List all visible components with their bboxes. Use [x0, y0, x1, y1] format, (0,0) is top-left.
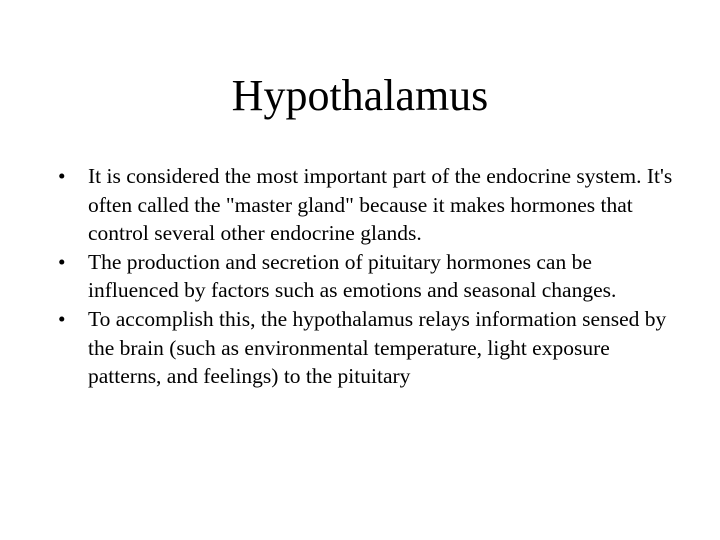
bullet-list: [58, 162, 678, 391]
bullet-marker: •: [58, 249, 66, 274]
bullet-item: [58, 162, 678, 248]
bullet-marker: •: [58, 306, 66, 331]
bullet-marker: •: [58, 164, 66, 188]
bullet-item: [58, 248, 678, 305]
slide-title: Hypothalamus: [231, 71, 489, 120]
bullet-text: To accomplish this, the hypothalamus relays information sensed by the brain (such as environmental temperature, light exposure patterns, and feelings) to the pituitary: [88, 306, 667, 389]
bullet-text: The production and secretion of pituitary hormones can be influenced by factors such as emotions and seasonal changes.: [88, 249, 617, 303]
bullet-text: It is considered the most important part of the endocrine system. It's often called the "master gland" because it makes hormones that control several other endocrine glands.: [88, 164, 673, 246]
bullet-item: [58, 305, 678, 391]
